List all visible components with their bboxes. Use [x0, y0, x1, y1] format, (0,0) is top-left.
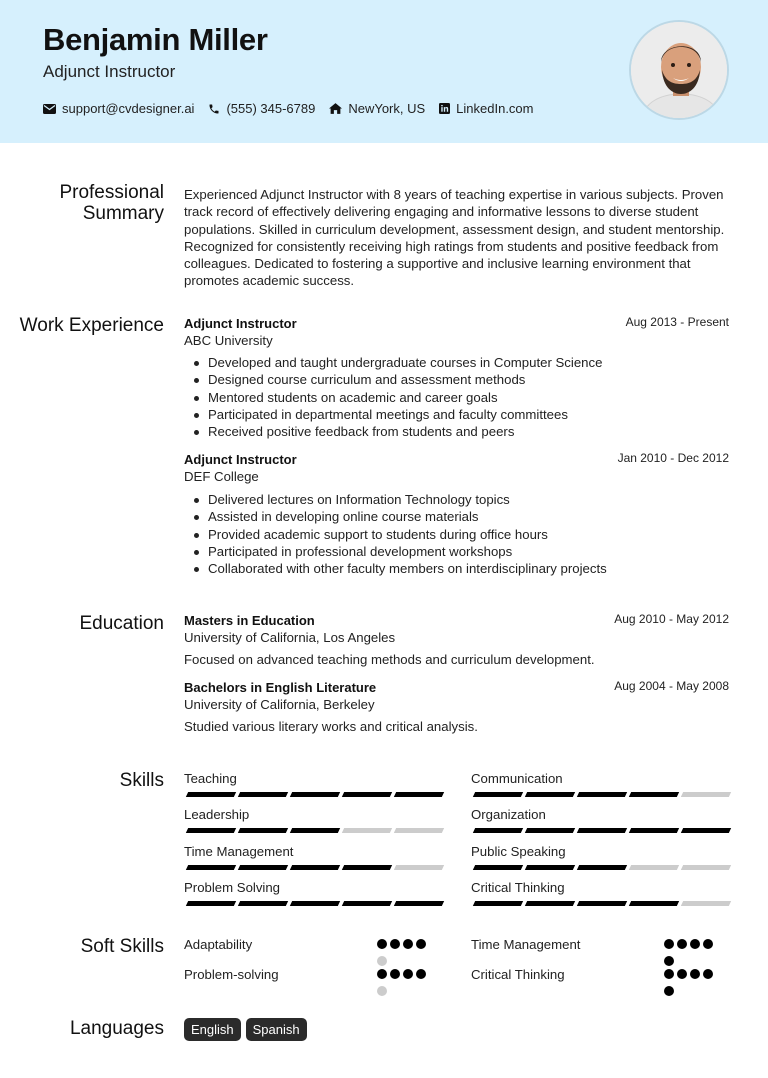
- contact-email-text: support@cvdesigner.ai: [62, 101, 195, 116]
- edu-degree: Masters in Education: [184, 613, 315, 628]
- section-title-education: Education: [79, 613, 164, 634]
- skill-bar-segment: [394, 792, 444, 797]
- skill-bar-segment: [342, 828, 392, 833]
- contact-linkedin-text: LinkedIn.com: [456, 101, 534, 116]
- soft-skill-label: Critical Thinking: [471, 967, 565, 982]
- list-item: Participated in professional development workshops: [208, 543, 607, 560]
- skill-bar-segment: [681, 901, 731, 906]
- skill-bar-segment: [290, 901, 340, 906]
- skill-bar-segment: [473, 792, 523, 797]
- soft-skill-label: Problem-solving: [184, 967, 279, 982]
- skill-level-bar: [184, 865, 441, 870]
- language-tag: Spanish: [246, 1018, 307, 1041]
- skill-label: Leadership: [184, 807, 250, 822]
- skill-bar-segment: [238, 828, 288, 833]
- language-tags: [184, 1018, 312, 1041]
- section-title-languages: Languages: [69, 1018, 164, 1039]
- rating-dot: [377, 956, 387, 966]
- list-item: Developed and taught undergraduate courses in Computer Science: [208, 355, 603, 370]
- resume-header: [0, 0, 768, 143]
- section-title-summary: Professional Summary: [59, 182, 164, 224]
- skill-bar-segment: [629, 865, 679, 870]
- skill-bar-segment: [577, 901, 627, 906]
- skill-bar-segment: [525, 792, 575, 797]
- edu-description: Studied various literary works and critical analysis.: [184, 719, 478, 734]
- skill-label: Time Management: [184, 844, 294, 859]
- skill-label: Teaching: [184, 771, 237, 786]
- rating-dot: [690, 939, 700, 949]
- rating-dot: [664, 939, 674, 949]
- soft-skill-rating: [664, 969, 720, 1003]
- skill-level-bar: [471, 901, 728, 906]
- rating-dot: [664, 969, 674, 979]
- envelope-icon: [43, 104, 56, 114]
- list-item: Provided academic support to students during office hours: [208, 526, 607, 543]
- list-item: Participated in departmental meetings and faculty committees: [208, 406, 602, 423]
- contact-bar: [43, 101, 548, 116]
- rating-dot: [416, 939, 426, 949]
- rating-dot: [377, 969, 387, 979]
- edu-dates: Aug 2010 - May 2012: [614, 612, 729, 626]
- skill-label: Organization: [471, 807, 546, 822]
- skill-bar-segment: [629, 901, 679, 906]
- skill-bar-segment: [186, 828, 236, 833]
- skill-bar-segment: [577, 792, 627, 797]
- job-dates: Aug 2013 - Present: [625, 315, 729, 329]
- rating-dot: [664, 956, 674, 966]
- rating-dot: [390, 939, 400, 949]
- skill-level-bar: [184, 901, 441, 906]
- rating-dot: [677, 969, 687, 979]
- skill-bar-segment: [342, 792, 392, 797]
- skill-level-bar: [471, 792, 728, 797]
- section-title-experience: Work Experience: [19, 315, 164, 336]
- job-bullets: [208, 491, 607, 577]
- job-title: Adjunct Instructor: [184, 452, 297, 467]
- skill-bar-segment: [238, 901, 288, 906]
- phone-icon: [208, 103, 220, 115]
- language-tag: English: [184, 1018, 241, 1041]
- home-icon: [329, 103, 342, 114]
- skill-bar-segment: [394, 865, 444, 870]
- rating-dot: [377, 986, 387, 996]
- contact-location: [329, 101, 425, 116]
- skill-bar-segment: [394, 828, 444, 833]
- list-item: Received positive feedback from students and peers: [208, 423, 602, 440]
- soft-skill-label: Adaptability: [184, 937, 253, 952]
- skill-bar-segment: [186, 865, 236, 870]
- skill-level-bar: [184, 828, 441, 833]
- section-title-skills: Skills: [119, 770, 164, 791]
- edu-description: Focused on advanced teaching methods and curriculum development.: [184, 652, 595, 667]
- skill-bar-segment: [394, 901, 444, 906]
- edu-dates: Aug 2004 - May 2008: [614, 679, 729, 693]
- list-item: Assisted in developing online course materials: [208, 508, 607, 525]
- skill-bar-segment: [577, 865, 627, 870]
- skill-bar-segment: [290, 865, 340, 870]
- edu-school: University of California, Los Angeles: [184, 630, 396, 645]
- skill-bar-segment: [186, 901, 236, 906]
- soft-skill-label: Time Management: [471, 937, 581, 952]
- skill-label: Public Speaking: [471, 844, 566, 859]
- soft-skill-rating: [377, 939, 433, 973]
- section-title-soft-skills: Soft Skills: [80, 936, 164, 957]
- rating-dot: [390, 969, 400, 979]
- skill-bar-segment: [238, 865, 288, 870]
- job-bullets: [208, 354, 602, 440]
- edu-school: University of California, Berkeley: [184, 697, 375, 712]
- skill-level-bar: [471, 865, 728, 870]
- skill-bar-segment: [342, 901, 392, 906]
- skill-bar-segment: [629, 792, 679, 797]
- rating-dot: [377, 939, 387, 949]
- rating-dot: [416, 969, 426, 979]
- skill-bar-segment: [186, 792, 236, 797]
- contact-phone-text: (555) 345-6789: [226, 101, 316, 116]
- skill-bar-segment: [238, 792, 288, 797]
- rating-dot: [403, 939, 413, 949]
- skill-label: Problem Solving: [184, 880, 281, 895]
- candidate-name: Benjamin Miller: [43, 22, 268, 57]
- profile-photo: [629, 20, 729, 120]
- rating-dot: [690, 969, 700, 979]
- skill-bar-segment: [577, 828, 627, 833]
- skill-bar-segment: [681, 865, 731, 870]
- skill-bar-segment: [525, 865, 575, 870]
- job-dates: Jan 2010 - Dec 2012: [617, 451, 729, 465]
- skill-level-bar: [471, 828, 728, 833]
- skill-bar-segment: [473, 901, 523, 906]
- job-company: DEF College: [184, 469, 259, 484]
- skill-bar-segment: [290, 792, 340, 797]
- contact-linkedin[interactable]: [439, 101, 533, 116]
- skill-bar-segment: [473, 828, 523, 833]
- skill-level-bar: [184, 792, 441, 797]
- candidate-title: Adjunct Instructor: [43, 62, 176, 81]
- skill-bar-segment: [525, 901, 575, 906]
- job-company: ABC University: [184, 333, 273, 348]
- list-item: Delivered lectures on Information Technology topics: [208, 491, 607, 508]
- rating-dot: [664, 986, 674, 996]
- linkedin-icon: [439, 103, 450, 114]
- list-item: Collaborated with other faculty members on interdisciplinary projects: [208, 561, 607, 577]
- skill-bar-segment: [473, 865, 523, 870]
- rating-dot: [403, 969, 413, 979]
- contact-location-text: NewYork, US: [348, 101, 426, 116]
- skill-label: Communication: [471, 771, 563, 786]
- skill-bar-segment: [290, 828, 340, 833]
- contact-phone[interactable]: [208, 101, 315, 116]
- soft-skill-rating: [664, 939, 720, 973]
- rating-dot: [677, 939, 687, 949]
- rating-dot: [703, 939, 713, 949]
- skill-bar-segment: [342, 865, 392, 870]
- skill-bar-segment: [681, 792, 731, 797]
- edu-degree: Bachelors in English Literature: [184, 680, 377, 695]
- contact-email[interactable]: [43, 101, 194, 116]
- skill-bar-segment: [681, 828, 731, 833]
- list-item: Designed course curriculum and assessment methods: [208, 371, 602, 388]
- skill-bar-segment: [629, 828, 679, 833]
- list-item: Mentored students on academic and career goals: [208, 389, 602, 406]
- soft-skill-rating: [377, 969, 433, 1003]
- job-title: Adjunct Instructor: [184, 316, 297, 331]
- rating-dot: [703, 969, 713, 979]
- skill-bar-segment: [525, 828, 575, 833]
- skill-label: Critical Thinking: [471, 880, 565, 895]
- summary-text: Experienced Adjunct Instructor with 8 years of teaching expertise in various subjects. Proven track record of effectively delivering engaging and informative lessons to diverse student populations. Skilled in curriculum development, assessment design, and student mentorship. Recognized for consistently receiving high ratings from students and positive feedback from colleagues. Dedicated to fostering a supportive and inclusive learning environment that promotes academic success.: [184, 187, 725, 289]
